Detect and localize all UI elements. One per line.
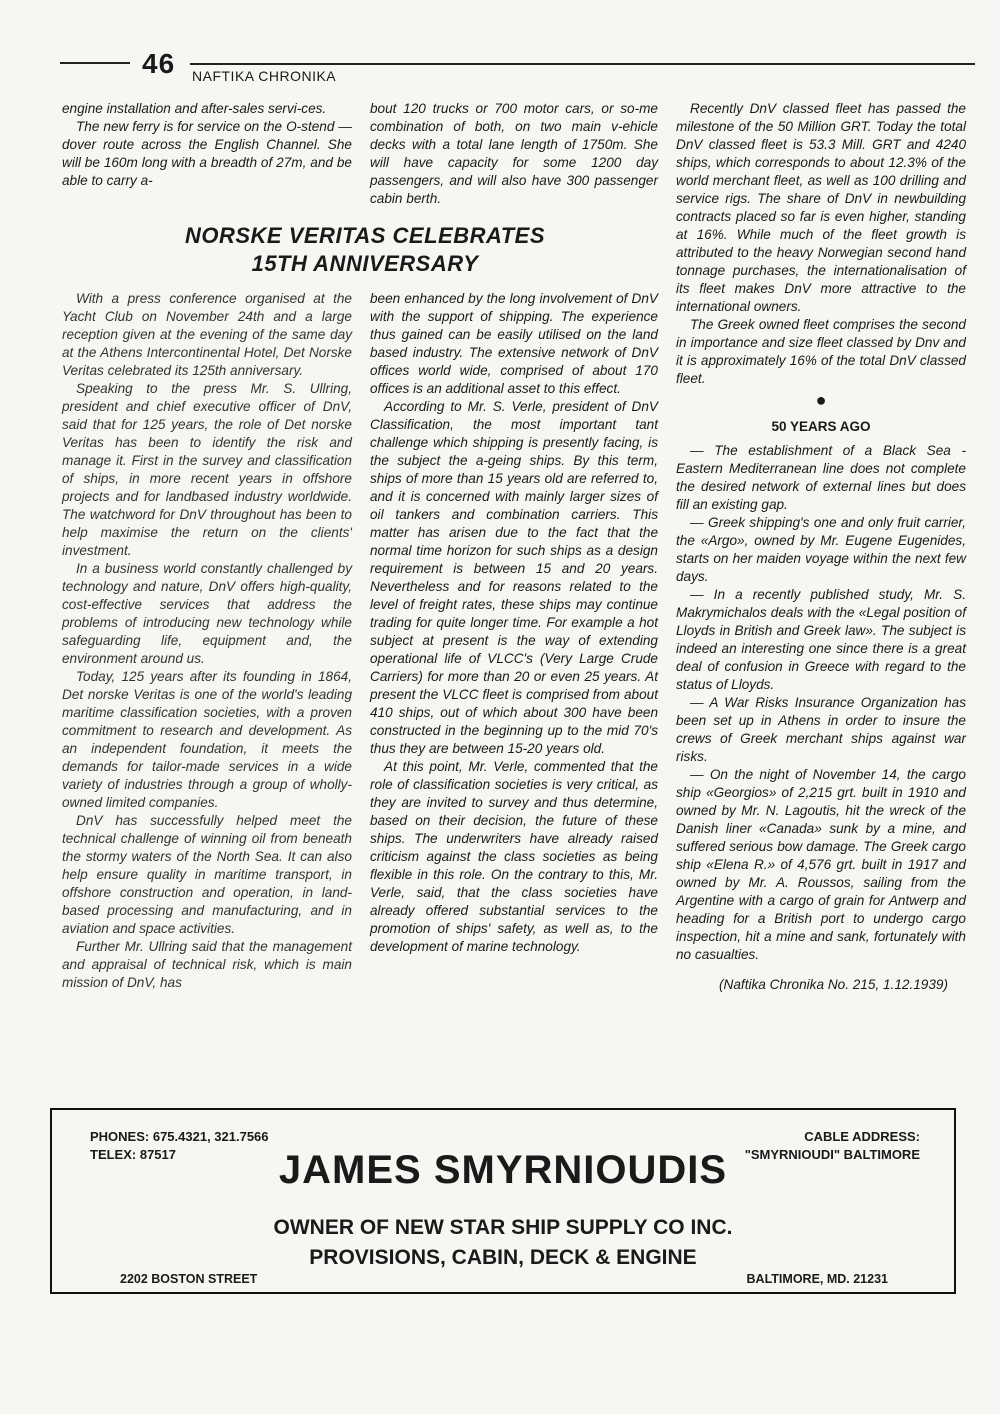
publication-title: NAFTIKA CHRONIKA bbox=[192, 68, 337, 84]
paragraph: In a business world constantly challenged by technology and nature, DnV offers high-quality, cost-effective services that address the problems of introducing new technology while safeguarding life, equipment and, the environment around us. bbox=[62, 561, 352, 666]
page-number: 46 bbox=[142, 48, 176, 79]
paragraph: At this point, Mr. Verle, commented that the role of classification societies is very critical, as they are invited to survey and thus determine, based on their decision, the future of these ships. The underwriters have already raised criticism against the class societies as being flexible in this role. On the contrary to this, Mr. Verle, said, that the class societies have already offered substantial services to the promotion of ships' safety, as well as, to the development of marine technology. bbox=[370, 759, 658, 954]
previous-article-col-left bbox=[62, 100, 352, 190]
article-column-1 bbox=[62, 290, 352, 992]
paragraph: — A War Risks Insurance Organization has been set up in Athens in order to insure the crews of Greek merchant ships against war risks. bbox=[676, 695, 966, 764]
paragraph: The new ferry is for service on the O-stend — dover route across the English Channel. She will be 160m long with a breadth of 27m, and be able to carry a- bbox=[62, 119, 352, 188]
ad-owner-line: OWNER OF NEW STAR SHIP SUPPLY CO INC. bbox=[273, 1216, 733, 1239]
article-column-2 bbox=[370, 290, 658, 956]
headline-line-1: NORSKE VERITAS CELEBRATES bbox=[184, 223, 546, 248]
ad-telex: TELEX: 87517 bbox=[90, 1147, 176, 1162]
paragraph: According to Mr. S. Verle, president of DnV Classification, the most important tant challenge which shipping is presently facing, is the subject the a-geing ships. By this term, ships of more than 15 years old are referred to, and it is concerned with mainly larger sizes of oil tankers and combination carriers. This matter has arisen due to the fact that the normal time horizon for such ships as a design requirement is between 15 and 20 years. Nevertheless and for reasons related to the level of freight rates, these ships may continue trading for quite longer time. For example a hot subject at present is the way of extending operational life of VLCC's (Very Large Crude Carriers) for more than 20 or even 25 years. At present the VLCC fleet is comprised from about 410 ships, out of which about 300 have been constructed in the beginning up to the mid 70's thus they are between 15-20 years old. bbox=[370, 399, 658, 756]
paragraph: Recently DnV classed fleet has passed the milestone of the 50 Million GRT. Today the total DnV classed fleet is 53.3 Mill. GRT and 4240 ships, which corresponds to about 12.3% of the world merchant fleet, as well as 100 drilling and service rigs. The share of DnV in newbuilding contracts placed so far is even higher, standing at 16%. While much of the fleet growth is attributed to the heavy Norwegian second hand tonnage purchases, the internationalisation of its fleet makes DnV more attractive to the international owners. bbox=[676, 101, 966, 314]
fifty-years-ago-title: 50 YEARS AGO bbox=[771, 419, 871, 434]
paragraph: — On the night of November 14, the cargo ship «Georgios» of 2,215 grt. built in 1910 and owned by Mr. N. Lagoutis, hit the wreck of the Danish liner «Canada» sunk by a mine, and suffered serious bow damage. The Greek cargo ship «Elena R.» of 4,576 grt. built in 1917 and owned by Mr. A. Roussos, sailing from the Argentine with a cargo of grain for Antwerp and heading for a British port to undergo cargo inspection, hit a mine and sank, fortunately with no casualties. bbox=[676, 767, 966, 962]
paragraph: — In a recently published study, Mr. S. Makrymichalos deals with the «Legal position of Lloyds in British and Greek law». The subject is indeed an interesting one since there is a great deal of confusion in Greece with regard to the status of Lloyds. bbox=[676, 587, 966, 692]
paragraph: Speaking to the press Mr. S. Ullring, president and chief executive officer of DnV, said that for 125 years, the role of Det norske Veritas has been to identify the risk and manage it. First in the survey and classification of ships, in more recent years in offshore projects and for landbased industry worldwide. The watchword for DnV throughout has been to help maximise the return on the clients' investment. bbox=[62, 381, 352, 558]
article-column-3 bbox=[676, 100, 966, 994]
paragraph: Further Mr. Ullring said that the management and appraisal of technical risk, which is main mission of DnV, has bbox=[62, 939, 352, 990]
ad-cable-value: "SMYRNIOUDI" BALTIMORE bbox=[744, 1147, 920, 1162]
ad-company-name: JAMES SMYRNIOUDIS bbox=[278, 1148, 728, 1192]
article-headline bbox=[100, 222, 630, 278]
paragraph: With a press conference organised at the Yacht Club on November 24th and a large reception given at the evening of the same day at the Athens Intercontinental Hotel, Det Norske Veritas celebrated its 125th anniversary. bbox=[62, 291, 352, 378]
ad-phones: PHONES: 675.4321, 321.7566 bbox=[90, 1129, 269, 1144]
ad-street: 2202 BOSTON STREET bbox=[120, 1272, 258, 1286]
previous-article-col-mid bbox=[370, 100, 658, 208]
paragraph: bout 120 trucks or 700 motor cars, or so-me combination of both, on two main v-ehicle decks with a total lane length of 1750m. She will have capacity for some 1200 day passengers, and will also have 300 passenger cabin berth. bbox=[370, 101, 658, 206]
paragraph: DnV has successfully helped meet the technical challenge of winning oil from beneath the stormy waters of the North Sea. It can also help ensure quality in maritime transport, in offshore construction and operation, in land-based processing and manufacturing, and in aviation and space activities. bbox=[62, 813, 352, 936]
paragraph: Today, 125 years after its founding in 1864, Det norske Veritas is one of the world's leading maritime classification societies, with a proven commitment to research and development. As an independent foundation, it meets the demands for tailor-made services in a wide variety of industries through a group of wholly-owned limited companies. bbox=[62, 669, 352, 810]
paragraph: — Greek shipping's one and only fruit carrier, the «Argo», owned by Mr. Eugene Eugenides, starts on her maiden voyage within the next few days. bbox=[676, 515, 966, 584]
citation: (Naftika Chronika No. 215, 1.12.1939) bbox=[719, 977, 948, 992]
bullet-separator: ● bbox=[815, 390, 827, 410]
paragraph: — The establishment of a Black Sea - Eastern Mediterranean line does not complete the desired network of external lines but does fill an existing gap. bbox=[676, 443, 966, 512]
paragraph: engine installation and after-sales servi-ces. bbox=[62, 101, 327, 116]
header-rule-left bbox=[60, 62, 130, 64]
advertisement-box bbox=[50, 1108, 956, 1294]
paragraph: The Greek owned fleet comprises the second in importance and size fleet classed by Dnv and it is approximately 16% of the total DnV classed fleet. bbox=[676, 317, 966, 386]
ad-cable-label: CABLE ADDRESS: bbox=[804, 1129, 920, 1144]
headline-line-2: 15TH ANNIVERSARY bbox=[251, 251, 479, 276]
ad-provisions-line: PROVISIONS, CABIN, DECK & ENGINE bbox=[309, 1246, 697, 1269]
ad-city: BALTIMORE, MD. 21231 bbox=[746, 1272, 888, 1286]
paragraph: been enhanced by the long involvement of DnV with the support of shipping. The experience thus gained can be easily utilised on the land based industry. The extensive network of DnV offices world wide, comprised of about 170 offices is an additional asset to this effect. bbox=[370, 291, 658, 396]
header-rule-right bbox=[190, 63, 975, 65]
